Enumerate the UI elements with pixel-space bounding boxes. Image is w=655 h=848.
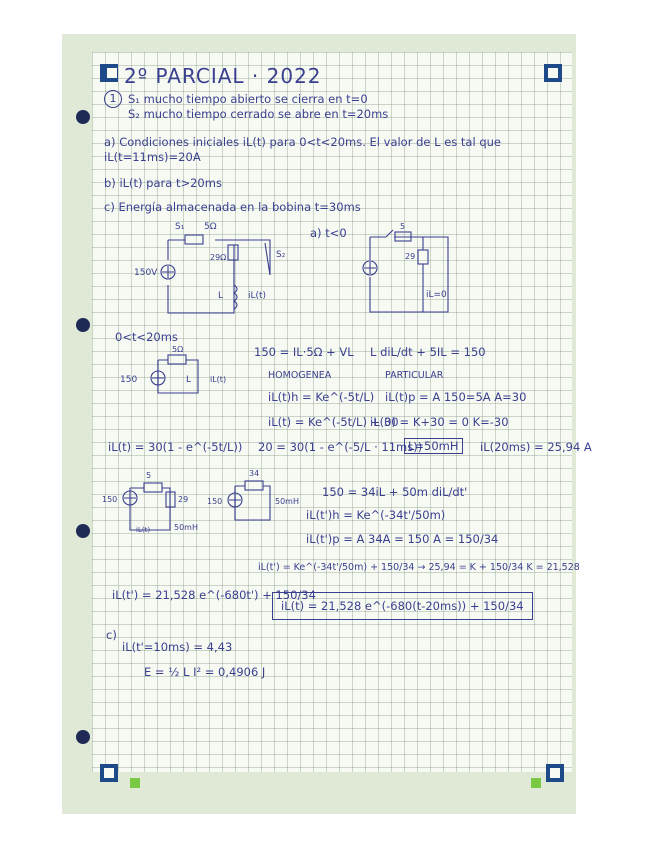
constant-determination: iL(t') = Ke^(-34t'/50m) + 150/34 → 25,94 = K + 150/34 K = 21,528 [258,562,580,573]
main-circuit-diagram [130,215,290,315]
r2-label: 29Ω [210,253,227,262]
corner-mark-icon [100,64,118,82]
particular-t-gt-20ms: iL(t')p = A 34A = 150 A = 150/34 [306,532,499,546]
svg-text:29: 29 [178,495,189,504]
svg-text:34: 34 [249,469,260,478]
circuit-0-20ms [118,345,228,408]
solution-shifted-time: iL(t') = 21,528 e^(-680t') + 150/34 [112,588,316,602]
case-a-label: a) t<0 [310,226,347,240]
energy-result: E = ½ L I² = 0,4906 J [144,665,266,679]
part-c-text: c) Energía almacenada en la bobina t=30ms [104,200,361,214]
svg-text:5: 5 [400,222,406,231]
green-square [130,778,140,788]
kvl-t-gt-20ms: 150 = 34iL + 50m diL/dt' [322,485,468,499]
part-b-text: b) iL(t) para t>20ms [104,176,222,190]
binder-hole [76,110,90,124]
particular-heading: PARTICULAR [385,370,444,381]
current-at-20ms: iL(20ms) = 25,94 A [480,440,592,454]
binder-hole [76,318,90,332]
statement-line-1: S₁ mucho tiempo abierto se cierra en t=0 [128,92,368,106]
inductance-result: L=50mH [404,438,463,454]
inductor-label: L [218,291,224,301]
part-c-label: c) [106,628,117,642]
svg-text:iL(t): iL(t) [136,526,151,534]
current-expression: iL(t) = 30(1 - e^(-5t/L)) [108,440,243,454]
homogeneous-t-gt-20ms: iL(t')h = Ke^(-34t'/50m) [306,508,446,522]
green-square [531,778,541,788]
svg-text:150: 150 [120,375,138,385]
page-title: 2º PARCIAL · 2022 [124,64,322,88]
total-solution: iL(t) = Ke^(-5t/L) + 30 [268,415,399,429]
initial-condition: iL(0) = K+30 = 0 K=-30 [370,415,509,429]
svg-text:29: 29 [405,252,416,261]
svg-text:150: 150 [207,497,223,506]
ode-equation: L diL/dt + 5IL = 150 [370,345,486,359]
corner-mark-icon [546,764,564,782]
homogeneous-solution: iL(t)h = Ke^(-5t/L) [268,390,375,404]
solution-boxed: iL(t) = 21,528 e^(-680(t-20ms)) + 150/34 [272,592,533,620]
case-a-current: iL=0 [426,290,447,300]
svg-text:5: 5 [146,471,152,480]
svg-text:150: 150 [102,495,118,504]
range-label: 0<t<20ms [115,330,178,344]
circuit-t-gt-20ms [100,470,210,545]
s1-label: S₁ [175,222,185,232]
corner-mark-icon [544,64,562,82]
particular-solution: iL(t)p = A 150=5A A=30 [385,390,527,404]
svg-text:iL(t): iL(t) [210,375,227,384]
problem-number: 1 [104,90,122,108]
current-label: iL(t) [248,291,267,301]
part-a-line-1: a) Condiciones iniciales iL(t) para 0<t<20ms. El valor de L es tal que [104,135,501,149]
binder-hole [76,524,90,538]
binder-hole [76,730,90,744]
s2-label: S₂ [276,250,286,260]
current-at-10ms: iL(t'=10ms) = 4,43 [122,640,233,654]
svg-text:L: L [186,375,192,385]
evaluation-equation: 20 = 30(1 - e^(-5/L · 11ms)) [258,440,423,454]
homogeneous-heading: HOMOGENEA [268,370,332,381]
corner-mark-icon [100,764,118,782]
svg-text:50mH: 50mH [174,523,198,532]
case-a-circuit [356,222,466,317]
r1-label: 5Ω [204,222,217,232]
equivalent-circuit [205,470,315,530]
kvl-equation: 150 = IL·5Ω + VL [254,345,354,359]
statement-line-2: S₂ mucho tiempo cerrado se abre en t=20ms [128,107,389,121]
svg-text:50mH: 50mH [275,497,299,506]
source-label: 150V [134,268,158,278]
svg-text:5Ω: 5Ω [172,345,184,354]
part-a-line-2: iL(t=11ms)=20A [104,150,201,164]
